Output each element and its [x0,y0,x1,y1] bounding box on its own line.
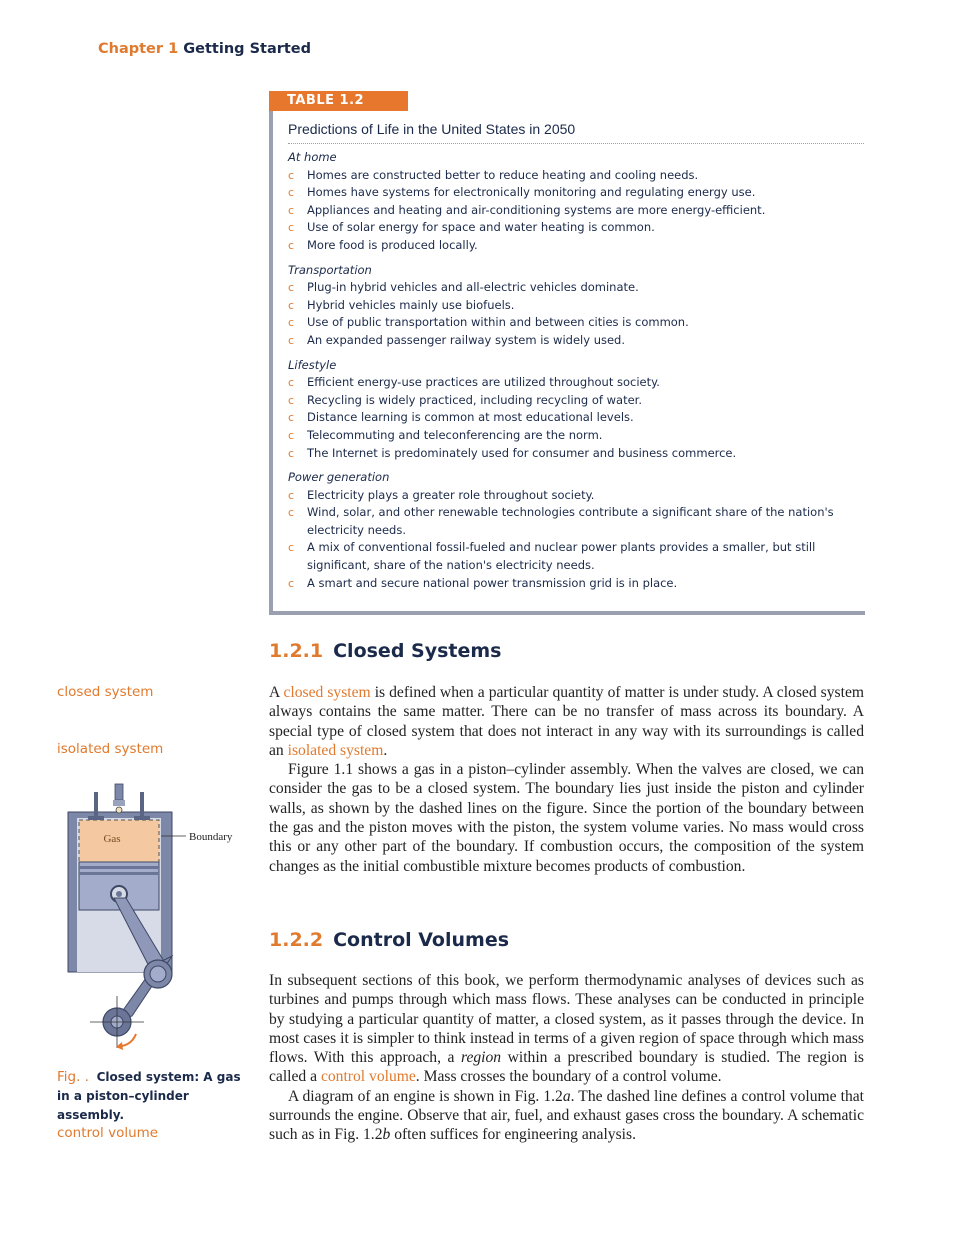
table-list-item [288,374,862,392]
table-item-text: Use of solar energy for space and water heating is common. [307,220,655,235]
table-list-item [288,202,862,220]
chapter-label: Chapter 1 [98,41,179,57]
bullet-icon: c [288,281,295,295]
term-isolated-system: isolated system [287,741,384,759]
table-item-text: Telecommuting and teleconferencing are the norm. [307,427,603,442]
table-item-text: A smart and secure national power transmission grid is in place. [307,575,678,590]
margin-term-isolated-system: isolated system [57,741,164,757]
bullet-icon: c [288,411,295,425]
margin-term-control-volume: control volume [57,1125,159,1141]
table-item-text: Plug-in hybrid vehicles and all-electric vehicles dominate. [307,280,639,295]
table-section-heading: Lifestyle [288,357,337,372]
section-number: 1.2.2 [269,929,324,951]
bullet-icon: c [288,376,295,390]
table-content [288,149,862,592]
table-item-text: Use of public transportation within and between cities is common. [307,315,689,330]
table-list-item [288,539,862,574]
section-heading-control-volumes [269,929,509,951]
table-list-item [288,219,862,237]
term-closed-system: closed system [283,684,371,701]
table-list-item [288,237,862,255]
closed-systems-text [269,683,864,876]
piston-cylinder-figure [60,780,250,1060]
figure-label: Fig. . [57,1069,89,1085]
table-item-text: Appliances and heating and air-conditioning systems are more energy-efficient. [307,202,766,217]
bullet-icon: c [288,316,295,330]
bullet-icon: c [288,446,295,460]
table-list-item [288,297,862,315]
table-section-heading: Transportation [288,262,372,277]
table-list-item [288,504,862,539]
table-item-text: Homes have systems for electronically monitoring and regulating energy use. [307,185,756,200]
table-list-item [288,409,862,427]
table-list-item [288,314,862,332]
table-item-text: Hybrid vehicles mainly use biofuels. [307,297,515,312]
paragraph: A closed system is defined when a particular quantity of matter is under study. A closed system always contains the same matter. There can be no transfer of mass across its boundary. A special type of closed system that does not interact in any way with its surroundings is called an isolated system. [269,684,864,759]
table-item-text: A mix of conventional fossil-fueled and nuclear power plants provides a smaller, but still significant, share of the nation's electricity needs. [307,540,816,573]
bullet-icon: c [288,541,295,555]
bullet-icon: c [288,488,295,502]
table-list-item [288,392,862,410]
table-list-item [288,279,862,297]
table-item-text: Distance learning is common at most educational levels. [307,410,634,425]
table-list-item [288,167,862,185]
table-section-heading: At home [288,150,337,164]
caption-text: Closed system: A gas in a piston–cylinder assembly. [57,1070,241,1122]
table-tag: TABLE 1.2 [269,91,408,111]
table-title-rule [288,143,864,144]
table-item-text: Wind, solar, and other renewable technologies contribute a significant share of the nation's electricity needs. [307,505,834,537]
bullet-icon: c [288,238,295,252]
table-item-text: Electricity plays a greater role throughout society. [307,487,595,502]
margin-term-closed-system: closed system [57,684,154,700]
paragraph: Figure 1.1 shows a gas in a piston–cylinder assembly. When the valves are closed, we can consider the gas to be a closed system. The boundary lies just inside the piston and cylinder walls, as shown by the dashed lines on the figure. Since the portion of the boundary between the gas and the piston moves with the piston, the system volume varies. No mass would cross this or any other part of the boundary. If combustion occurs, the composition of the system changes as the initial combustible mixture becomes products of combustion. [269,761,864,875]
chapter-title: Getting Started [183,41,312,57]
paragraph: A diagram of an engine is shown in Fig. 1.2a. The dashed line defines a control volume that surrounds the engine. Observe that air, fuel, and exhaust gases cross the boundary. A schematic such as in Fig. 1.2b often suffices for engineering analysis. [269,1087,864,1144]
gas-label: Gas [103,833,121,845]
section-number: 1.2.1 [269,640,324,662]
table-list-item [288,427,862,445]
bullet-icon: c [288,168,295,182]
table-list-item [288,487,862,505]
section-title: Closed Systems [333,640,502,662]
paragraph: In subsequent sections of this book, we perform thermodynamic analyses of devices such as turbines and pumps through which mass flows. These analyses can be conducted in principle by studying a particular quantity of matter, a closed system, as it passes through the device. In most cases it is simpler to think instead in terms of a given region of space through which mass flows. With this approach, a region within a prescribed boundary is studied. The region is called a control volume. Mass crosses the boundary of a control volume. [269,972,864,1086]
table-item-text: The Internet is predominately used for consumer and business commerce. [307,445,737,460]
table-item-text: Recycling is widely practiced, including recycling of water. [307,392,642,407]
table-section-heading: Power generation [288,470,390,485]
table-title: Predictions of Life in the United States in 2050 [288,121,576,137]
bullet-icon: c [288,221,295,235]
section-heading-closed-systems [269,640,501,662]
figure-caption [57,1068,257,1125]
running-head [98,41,311,57]
table-list-item [288,184,862,202]
table-list-item [288,332,862,350]
bullet-icon: c [288,333,295,347]
table-item-text: Efficient energy-use practices are utilized throughout society. [307,375,660,390]
table-list-item [288,575,862,593]
table-item-text: Homes are constructed better to reduce heating and cooling needs. [307,167,699,182]
control-volumes-text [269,971,864,1145]
table-item-text: More food is produced locally. [307,237,478,252]
table-item-text: An expanded passenger railway system is widely used. [307,332,626,347]
section-title: Control Volumes [333,929,510,951]
bullet-icon: c [288,428,295,442]
bullet-icon: c [288,203,295,217]
bullet-icon: c [288,506,295,520]
bullet-icon: c [288,298,295,312]
bullet-icon: c [288,186,295,200]
term-control-volume: control volume [320,1068,416,1086]
boundary-label: Boundary [189,831,233,843]
bullet-icon: c [288,393,295,407]
bullet-icon: c [288,576,295,590]
table-list-item [288,445,862,463]
